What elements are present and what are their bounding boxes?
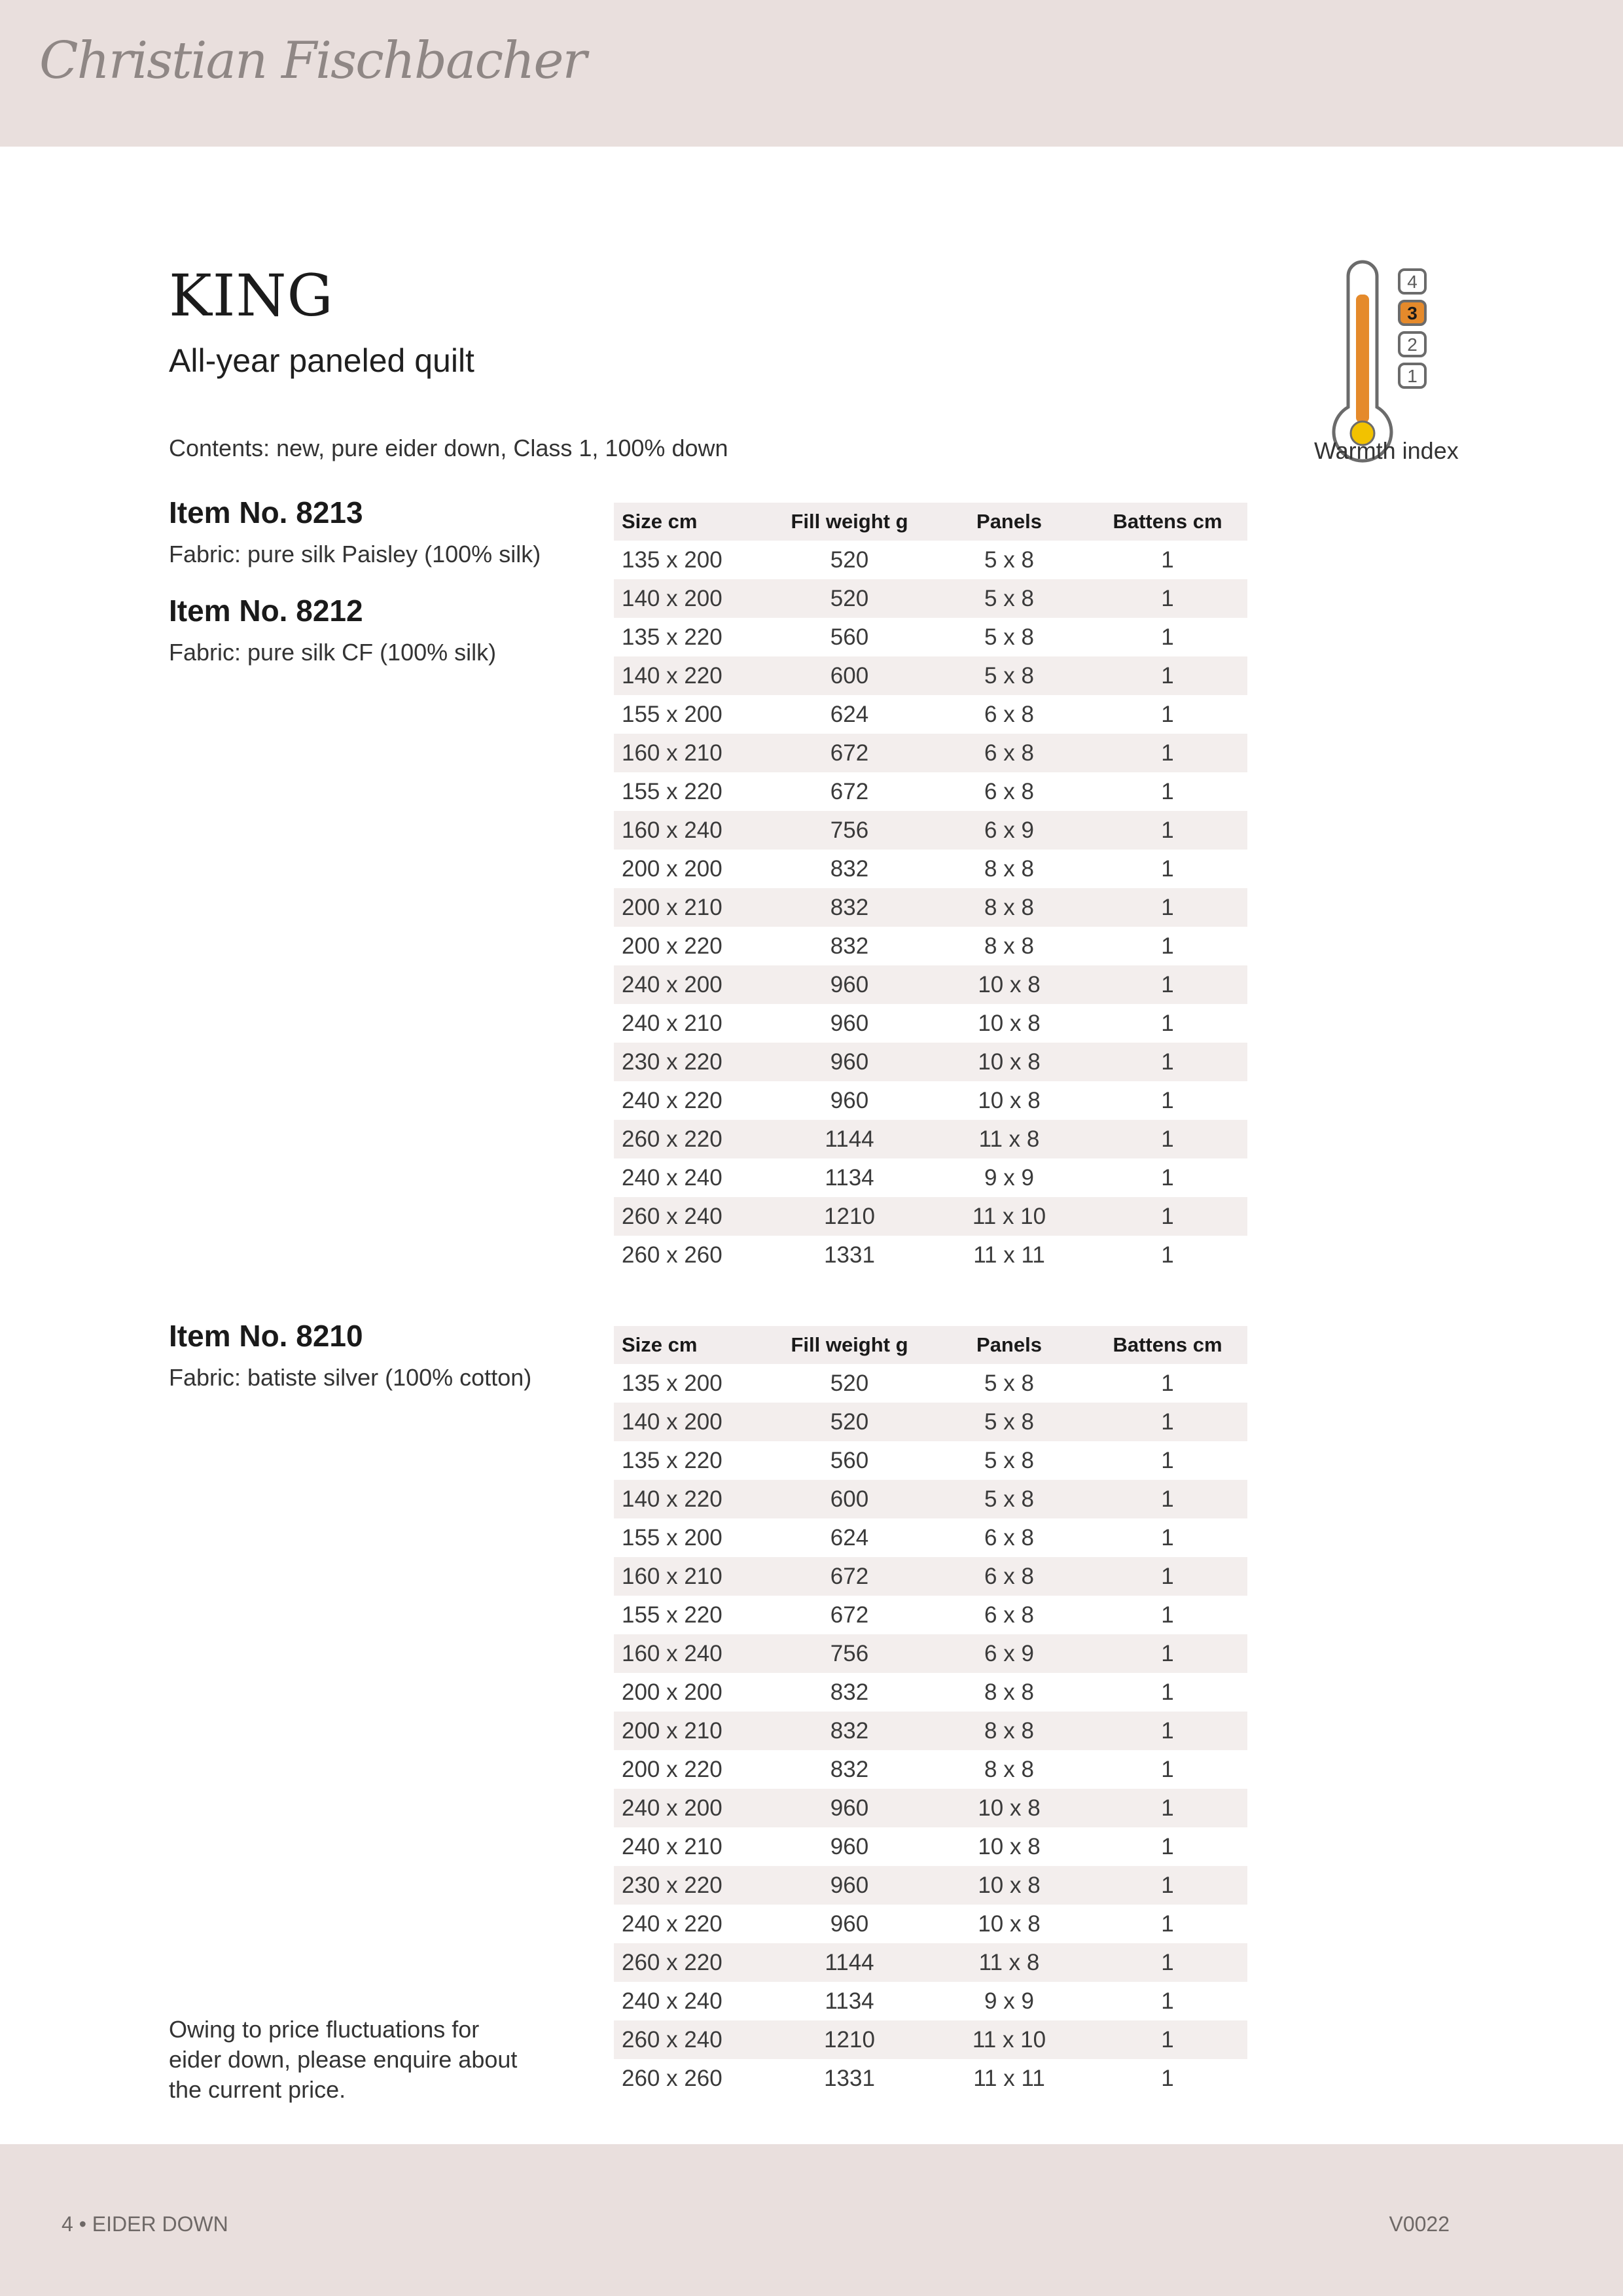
item-8210-fabric: Fabric: batiste silver (100% cotton)	[169, 1364, 532, 1391]
cell-battens: 1	[1088, 965, 1247, 1004]
cell-battens: 1	[1161, 1447, 1174, 1473]
table-row	[614, 2020, 1247, 2059]
header-panels: Panels	[931, 503, 1088, 541]
table-row	[614, 1236, 1247, 1274]
cell-battens: 1	[1161, 1370, 1174, 1396]
cell-battens: 1	[1088, 1480, 1247, 1518]
cell-fill-weight: 1134	[825, 1988, 874, 2014]
cell-size: 135 x 200	[622, 1370, 722, 1396]
cell-fill-weight: 1331	[824, 2065, 875, 2091]
table-row	[614, 1943, 1247, 1982]
cell-size: 135 x 220	[622, 624, 722, 650]
cell-panels: 8 x 8	[931, 888, 1088, 927]
cell-fill-weight: 600	[768, 1480, 931, 1518]
cell-battens: 1	[1161, 1910, 1174, 1937]
cell-size: 260 x 240	[614, 1197, 768, 1236]
warmth-level-4	[1399, 270, 1425, 293]
cell-size: 140 x 200	[614, 1403, 768, 1441]
cell-panels: 10 x 8	[931, 965, 1088, 1004]
cell-fill-weight: 960	[768, 1866, 931, 1905]
cell-fill-weight: 960	[830, 1010, 869, 1036]
cell-panels: 8 x 8	[931, 1712, 1088, 1750]
cell-panels: 10 x 8	[931, 1866, 1088, 1905]
cell-fill-weight: 672	[768, 1557, 931, 1596]
cell-fill-weight: 960	[830, 1910, 869, 1937]
cell-battens: 1	[1161, 2065, 1174, 2091]
cell-battens: 1	[1161, 1602, 1174, 1628]
cell-battens: 1	[1088, 656, 1247, 695]
cell-size: 155 x 200	[622, 1524, 722, 1551]
cell-fill-weight: 960	[768, 1789, 931, 1827]
price-note: Owing to price fluctuations for eider down, please enquire about the current price.	[169, 2016, 518, 2103]
cell-size: 160 x 210	[614, 1557, 768, 1596]
table-header-row	[614, 503, 1247, 541]
cell-battens: 1	[1088, 1120, 1247, 1158]
cell-size: 155 x 220	[622, 778, 722, 804]
cell-fill-weight: 624	[830, 701, 869, 727]
cell-panels: 5 x 8	[931, 656, 1088, 695]
cell-battens: 1	[1088, 1197, 1247, 1236]
table-row	[614, 965, 1247, 1004]
header-band	[0, 0, 1623, 147]
warmth-level-1	[1399, 364, 1425, 387]
cell-fill-weight: 520	[768, 1403, 931, 1441]
cell-battens: 1	[1161, 1242, 1174, 1268]
cell-panels: 6 x 9	[931, 1634, 1088, 1673]
cell-size: 160 x 240	[614, 811, 768, 850]
cell-battens: 1	[1088, 1043, 1247, 1081]
cell-battens: 1	[1161, 1756, 1174, 1782]
cell-panels: 6 x 8	[984, 1602, 1034, 1628]
cell-battens: 1	[1161, 1087, 1174, 1113]
cell-fill-weight: 520	[830, 547, 869, 573]
table-row	[614, 1596, 1247, 1634]
table-row	[614, 579, 1247, 618]
cell-panels: 5 x 8	[984, 1370, 1034, 1396]
table-row	[614, 1982, 1247, 2020]
page-number-section: 4 • EIDER DOWN	[62, 2212, 228, 2236]
cell-size: 240 x 200	[614, 1789, 768, 1827]
cell-panels: 11 x 11	[973, 1242, 1045, 1268]
cell-panels: 9 x 9	[984, 1988, 1034, 2014]
table-row	[614, 1750, 1247, 1789]
table-row	[614, 1789, 1247, 1827]
page-subtitle: All-year paneled quilt	[169, 342, 474, 379]
cell-battens: 1	[1161, 624, 1174, 650]
table-row	[614, 1043, 1247, 1081]
cell-fill-weight: 560	[830, 1447, 869, 1473]
table-row	[614, 927, 1247, 965]
table-row	[614, 1827, 1247, 1866]
cell-size: 135 x 200	[622, 547, 722, 573]
cell-panels: 5 x 8	[984, 624, 1034, 650]
cell-battens: 1	[1088, 1943, 1247, 1982]
cell-fill-weight: 960	[830, 1087, 869, 1113]
cell-battens: 1	[1088, 888, 1247, 927]
table-row	[614, 1158, 1247, 1197]
cell-size: 200 x 220	[622, 933, 722, 959]
table-row	[614, 1120, 1247, 1158]
cell-size: 135 x 220	[622, 1447, 722, 1473]
cell-size: 240 x 220	[622, 1910, 722, 1937]
item-8213-title: Item No. 8213	[169, 495, 363, 529]
brand-logo: Christian Fischbacher	[39, 31, 586, 90]
cell-size: 240 x 200	[614, 965, 768, 1004]
cell-fill-weight: 1134	[825, 1164, 874, 1191]
cell-size: 155 x 200	[622, 701, 722, 727]
warmth-level-2-label: 2	[1407, 334, 1418, 355]
cell-fill-weight: 672	[768, 734, 931, 772]
cell-size: 240 x 220	[622, 1087, 722, 1113]
cell-panels: 10 x 8	[978, 1010, 1041, 1036]
cell-size: 200 x 200	[622, 855, 722, 882]
cell-battens: 1	[1161, 1988, 1174, 2014]
cell-battens: 1	[1161, 778, 1174, 804]
spec-table-8210	[614, 1326, 1247, 2098]
cell-size: 260 x 220	[614, 1943, 768, 1982]
table-row	[614, 1081, 1247, 1120]
spec-table-8213-8212	[614, 503, 1247, 1274]
cell-battens: 1	[1161, 855, 1174, 882]
cell-battens: 1	[1088, 1634, 1247, 1673]
version-code: V0022	[1389, 2212, 1450, 2236]
cell-size: 200 x 210	[614, 888, 768, 927]
cell-fill-weight: 832	[830, 855, 869, 882]
cell-fill-weight: 1144	[768, 1120, 931, 1158]
table-row	[614, 1480, 1247, 1518]
cell-battens: 1	[1088, 734, 1247, 772]
cell-battens: 1	[1088, 2020, 1247, 2059]
warmth-index-label: Warmth index	[1314, 437, 1459, 464]
table-row	[614, 1712, 1247, 1750]
cell-fill-weight: 1331	[824, 1242, 875, 1268]
footer-band	[0, 2144, 1623, 2296]
cell-fill-weight: 756	[768, 811, 931, 850]
header-size: Size cm	[614, 1326, 768, 1364]
cell-size: 260 x 240	[614, 2020, 768, 2059]
warmth-level-2	[1399, 332, 1425, 356]
table-row	[614, 1905, 1247, 1943]
cell-fill-weight: 520	[830, 1370, 869, 1396]
item-8212-fabric: Fabric: pure silk CF (100% silk)	[169, 639, 497, 666]
cell-panels: 6 x 8	[931, 1557, 1088, 1596]
table-row	[614, 1557, 1247, 1596]
cell-panels: 6 x 8	[984, 1524, 1034, 1551]
cell-size: 260 x 260	[622, 1242, 722, 1268]
cell-panels: 11 x 8	[931, 1943, 1088, 1982]
cell-panels: 10 x 8	[978, 1087, 1041, 1113]
cell-fill-weight: 1144	[768, 1943, 931, 1982]
cell-panels: 11 x 10	[931, 2020, 1088, 2059]
table-body	[614, 1364, 1247, 2098]
table-body	[614, 541, 1247, 1274]
table-row	[614, 1403, 1247, 1441]
cell-panels: 5 x 8	[984, 547, 1034, 573]
cell-panels: 10 x 8	[931, 1043, 1088, 1081]
cell-panels: 6 x 8	[984, 701, 1034, 727]
cell-battens: 1	[1161, 547, 1174, 573]
cell-size: 160 x 210	[614, 734, 768, 772]
cell-panels: 5 x 8	[931, 1480, 1088, 1518]
cell-size: 260 x 260	[622, 2065, 722, 2091]
cell-fill-weight: 756	[768, 1634, 931, 1673]
cell-battens: 1	[1161, 933, 1174, 959]
cell-fill-weight: 832	[830, 1756, 869, 1782]
cell-fill-weight: 1210	[768, 2020, 931, 2059]
cell-panels: 6 x 8	[984, 778, 1034, 804]
cell-size: 140 x 200	[614, 579, 768, 618]
table-row	[614, 1634, 1247, 1673]
cell-battens: 1	[1161, 1010, 1174, 1036]
item-8212-title: Item No. 8212	[169, 594, 363, 628]
cell-panels: 8 x 8	[984, 1679, 1034, 1705]
cell-panels: 11 x 8	[931, 1120, 1088, 1158]
cell-battens: 1	[1088, 1712, 1247, 1750]
cell-battens: 1	[1161, 1833, 1174, 1859]
cell-battens: 1	[1088, 1557, 1247, 1596]
cell-size: 160 x 240	[614, 1634, 768, 1673]
cell-size: 260 x 220	[614, 1120, 768, 1158]
cell-panels: 10 x 8	[931, 1789, 1088, 1827]
header-fill-weight: Fill weight g	[768, 1326, 931, 1364]
cell-panels: 6 x 8	[931, 734, 1088, 772]
cell-battens: 1	[1088, 1403, 1247, 1441]
table-row	[614, 888, 1247, 927]
contents-line: Contents: new, pure eider down, Class 1, 100% down	[169, 435, 728, 461]
cell-size: 140 x 220	[614, 1480, 768, 1518]
table-row	[614, 734, 1247, 772]
cell-panels: 5 x 8	[931, 579, 1088, 618]
cell-battens: 1	[1161, 701, 1174, 727]
cell-fill-weight: 560	[830, 624, 869, 650]
cell-fill-weight: 960	[768, 1043, 931, 1081]
cell-panels: 6 x 9	[931, 811, 1088, 850]
cell-panels: 5 x 8	[931, 1403, 1088, 1441]
cell-battens: 1	[1161, 1164, 1174, 1191]
table-row	[614, 1441, 1247, 1480]
cell-panels: 8 x 8	[984, 855, 1034, 882]
table-row	[614, 1866, 1247, 1905]
cell-size: 230 x 220	[614, 1043, 768, 1081]
page-title: KING	[169, 262, 334, 329]
table-row	[614, 1673, 1247, 1712]
cell-panels: 8 x 8	[984, 1756, 1034, 1782]
item-8213-fabric: Fabric: pure silk Paisley (100% silk)	[169, 541, 541, 567]
table-row	[614, 618, 1247, 656]
cell-fill-weight: 672	[830, 1602, 869, 1628]
cell-fill-weight: 1210	[768, 1197, 931, 1236]
cell-battens: 1	[1161, 1524, 1174, 1551]
table-row	[614, 656, 1247, 695]
cell-fill-weight: 520	[768, 579, 931, 618]
cell-fill-weight: 624	[830, 1524, 869, 1551]
cell-fill-weight: 960	[768, 965, 931, 1004]
cell-size: 155 x 220	[622, 1602, 722, 1628]
cell-size: 240 x 210	[622, 1833, 722, 1859]
cell-fill-weight: 960	[830, 1833, 869, 1859]
cell-fill-weight: 832	[830, 933, 869, 959]
cell-fill-weight: 600	[768, 656, 931, 695]
table-header-row	[614, 1326, 1247, 1364]
table-row	[614, 772, 1247, 811]
cell-panels: 10 x 8	[978, 1910, 1041, 1937]
table-row	[614, 541, 1247, 579]
table-row	[614, 1518, 1247, 1557]
cell-panels: 10 x 8	[978, 1833, 1041, 1859]
warmth-level-1-label: 1	[1407, 366, 1418, 386]
cell-fill-weight: 832	[830, 1679, 869, 1705]
cell-panels: 5 x 8	[984, 1447, 1034, 1473]
table-row	[614, 850, 1247, 888]
cell-battens: 1	[1088, 811, 1247, 850]
table-row	[614, 811, 1247, 850]
header-size: Size cm	[614, 503, 768, 541]
header-battens: Battens cm	[1088, 1326, 1247, 1364]
cell-size: 240 x 240	[622, 1164, 722, 1191]
cell-battens: 1	[1088, 1866, 1247, 1905]
cell-panels: 11 x 10	[931, 1197, 1088, 1236]
cell-size: 230 x 220	[614, 1866, 768, 1905]
cell-size: 240 x 210	[622, 1010, 722, 1036]
warmth-level-4-label: 4	[1407, 272, 1418, 292]
cell-panels: 11 x 11	[973, 2065, 1045, 2091]
cell-battens: 1	[1161, 1679, 1174, 1705]
table-row	[614, 1197, 1247, 1236]
table-row	[614, 1364, 1247, 1403]
table-row	[614, 695, 1247, 734]
cell-fill-weight: 672	[830, 778, 869, 804]
cell-panels: 8 x 8	[984, 933, 1034, 959]
warmth-level-3	[1399, 301, 1425, 325]
header-fill-weight: Fill weight g	[768, 503, 931, 541]
item-8210-title: Item No. 8210	[169, 1319, 363, 1353]
cell-size: 140 x 220	[614, 656, 768, 695]
cell-size: 200 x 210	[614, 1712, 768, 1750]
table-row	[614, 2059, 1247, 2098]
cell-battens: 1	[1088, 579, 1247, 618]
warmth-level-3-label: 3	[1407, 303, 1418, 323]
cell-fill-weight: 832	[768, 888, 931, 927]
header-battens: Battens cm	[1088, 503, 1247, 541]
thermometer-icon	[1322, 258, 1479, 467]
cell-fill-weight: 832	[768, 1712, 931, 1750]
cell-size: 200 x 200	[622, 1679, 722, 1705]
table-row	[614, 1004, 1247, 1043]
cell-battens: 1	[1088, 1789, 1247, 1827]
cell-size: 200 x 220	[622, 1756, 722, 1782]
cell-panels: 9 x 9	[984, 1164, 1034, 1191]
cell-size: 240 x 240	[622, 1988, 722, 2014]
header-panels: Panels	[931, 1326, 1088, 1364]
